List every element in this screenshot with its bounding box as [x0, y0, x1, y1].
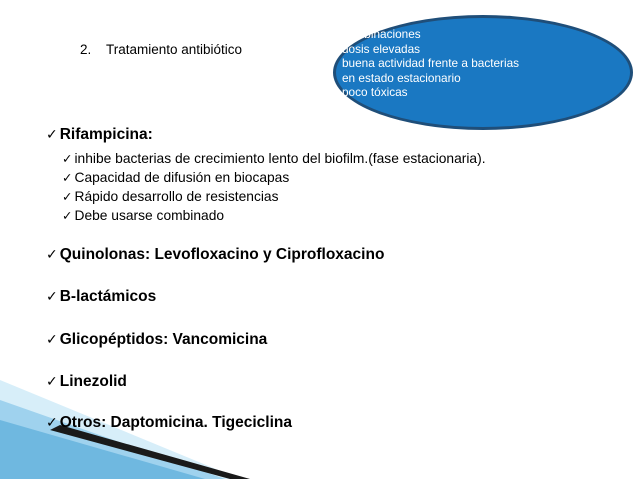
- list-item-label: Otros: Daptomicina. Tigeciclina: [59, 414, 292, 431]
- sub-item: [62, 208, 224, 223]
- section-title: Tratamiento antibiótico: [106, 42, 243, 57]
- sub-item: [62, 151, 486, 166]
- list-item-glicopeptidos: [46, 331, 267, 349]
- section-number: 2.: [80, 42, 92, 57]
- list-item-otros: [46, 414, 292, 432]
- check-mark-icon: ✓: [46, 127, 58, 143]
- list-item-quinolonas: [46, 246, 384, 264]
- check-mark-icon: ✓: [46, 289, 58, 305]
- sub-item-label: Capacidad de difusión en biocapas: [74, 170, 290, 185]
- list-item-label: Rifampicina:: [59, 126, 153, 143]
- sub-item: [62, 189, 278, 204]
- section-heading: [80, 42, 242, 57]
- check-mark-icon: ✓: [62, 189, 73, 204]
- sub-item-label: Debe usarse combinado: [74, 208, 225, 223]
- list-item-label: Glicopéptidos: Vancomicina: [59, 331, 268, 348]
- callout-line: dosis elevadas: [342, 41, 421, 56]
- list-item-label: Linezolid: [59, 373, 127, 390]
- list-item-linezolid: [46, 373, 127, 391]
- callout-line: en estado estacionario: [342, 70, 461, 85]
- callout-text: [342, 27, 519, 100]
- callout-line: buena actividad frente a bacterias: [342, 56, 520, 71]
- check-mark-icon: ✓: [62, 151, 73, 166]
- check-mark-icon: ✓: [46, 247, 58, 263]
- callout-line: poco tóxicas: [342, 85, 408, 100]
- list-item-rifampicina: [46, 126, 153, 144]
- list-item-label: B-lactámicos: [59, 288, 157, 305]
- check-mark-icon: ✓: [46, 332, 58, 348]
- sub-item-label: Rápido desarrollo de resistencias: [74, 189, 279, 204]
- sub-item: [62, 170, 289, 185]
- check-mark-icon: ✓: [62, 208, 73, 223]
- check-mark-icon: ✓: [62, 170, 73, 185]
- check-mark-icon: ✓: [46, 415, 58, 431]
- callout-line: combinaciones: [342, 27, 421, 41]
- check-mark-icon: ✓: [46, 374, 58, 390]
- sub-item-label: inhibe bacterias de crecimiento lento del biofilm.(fase estacionaria).: [74, 151, 486, 166]
- list-item-label: Quinolonas: Levofloxacino y Ciprofloxacino: [59, 246, 385, 263]
- list-item-b-lactamicos: [46, 288, 156, 306]
